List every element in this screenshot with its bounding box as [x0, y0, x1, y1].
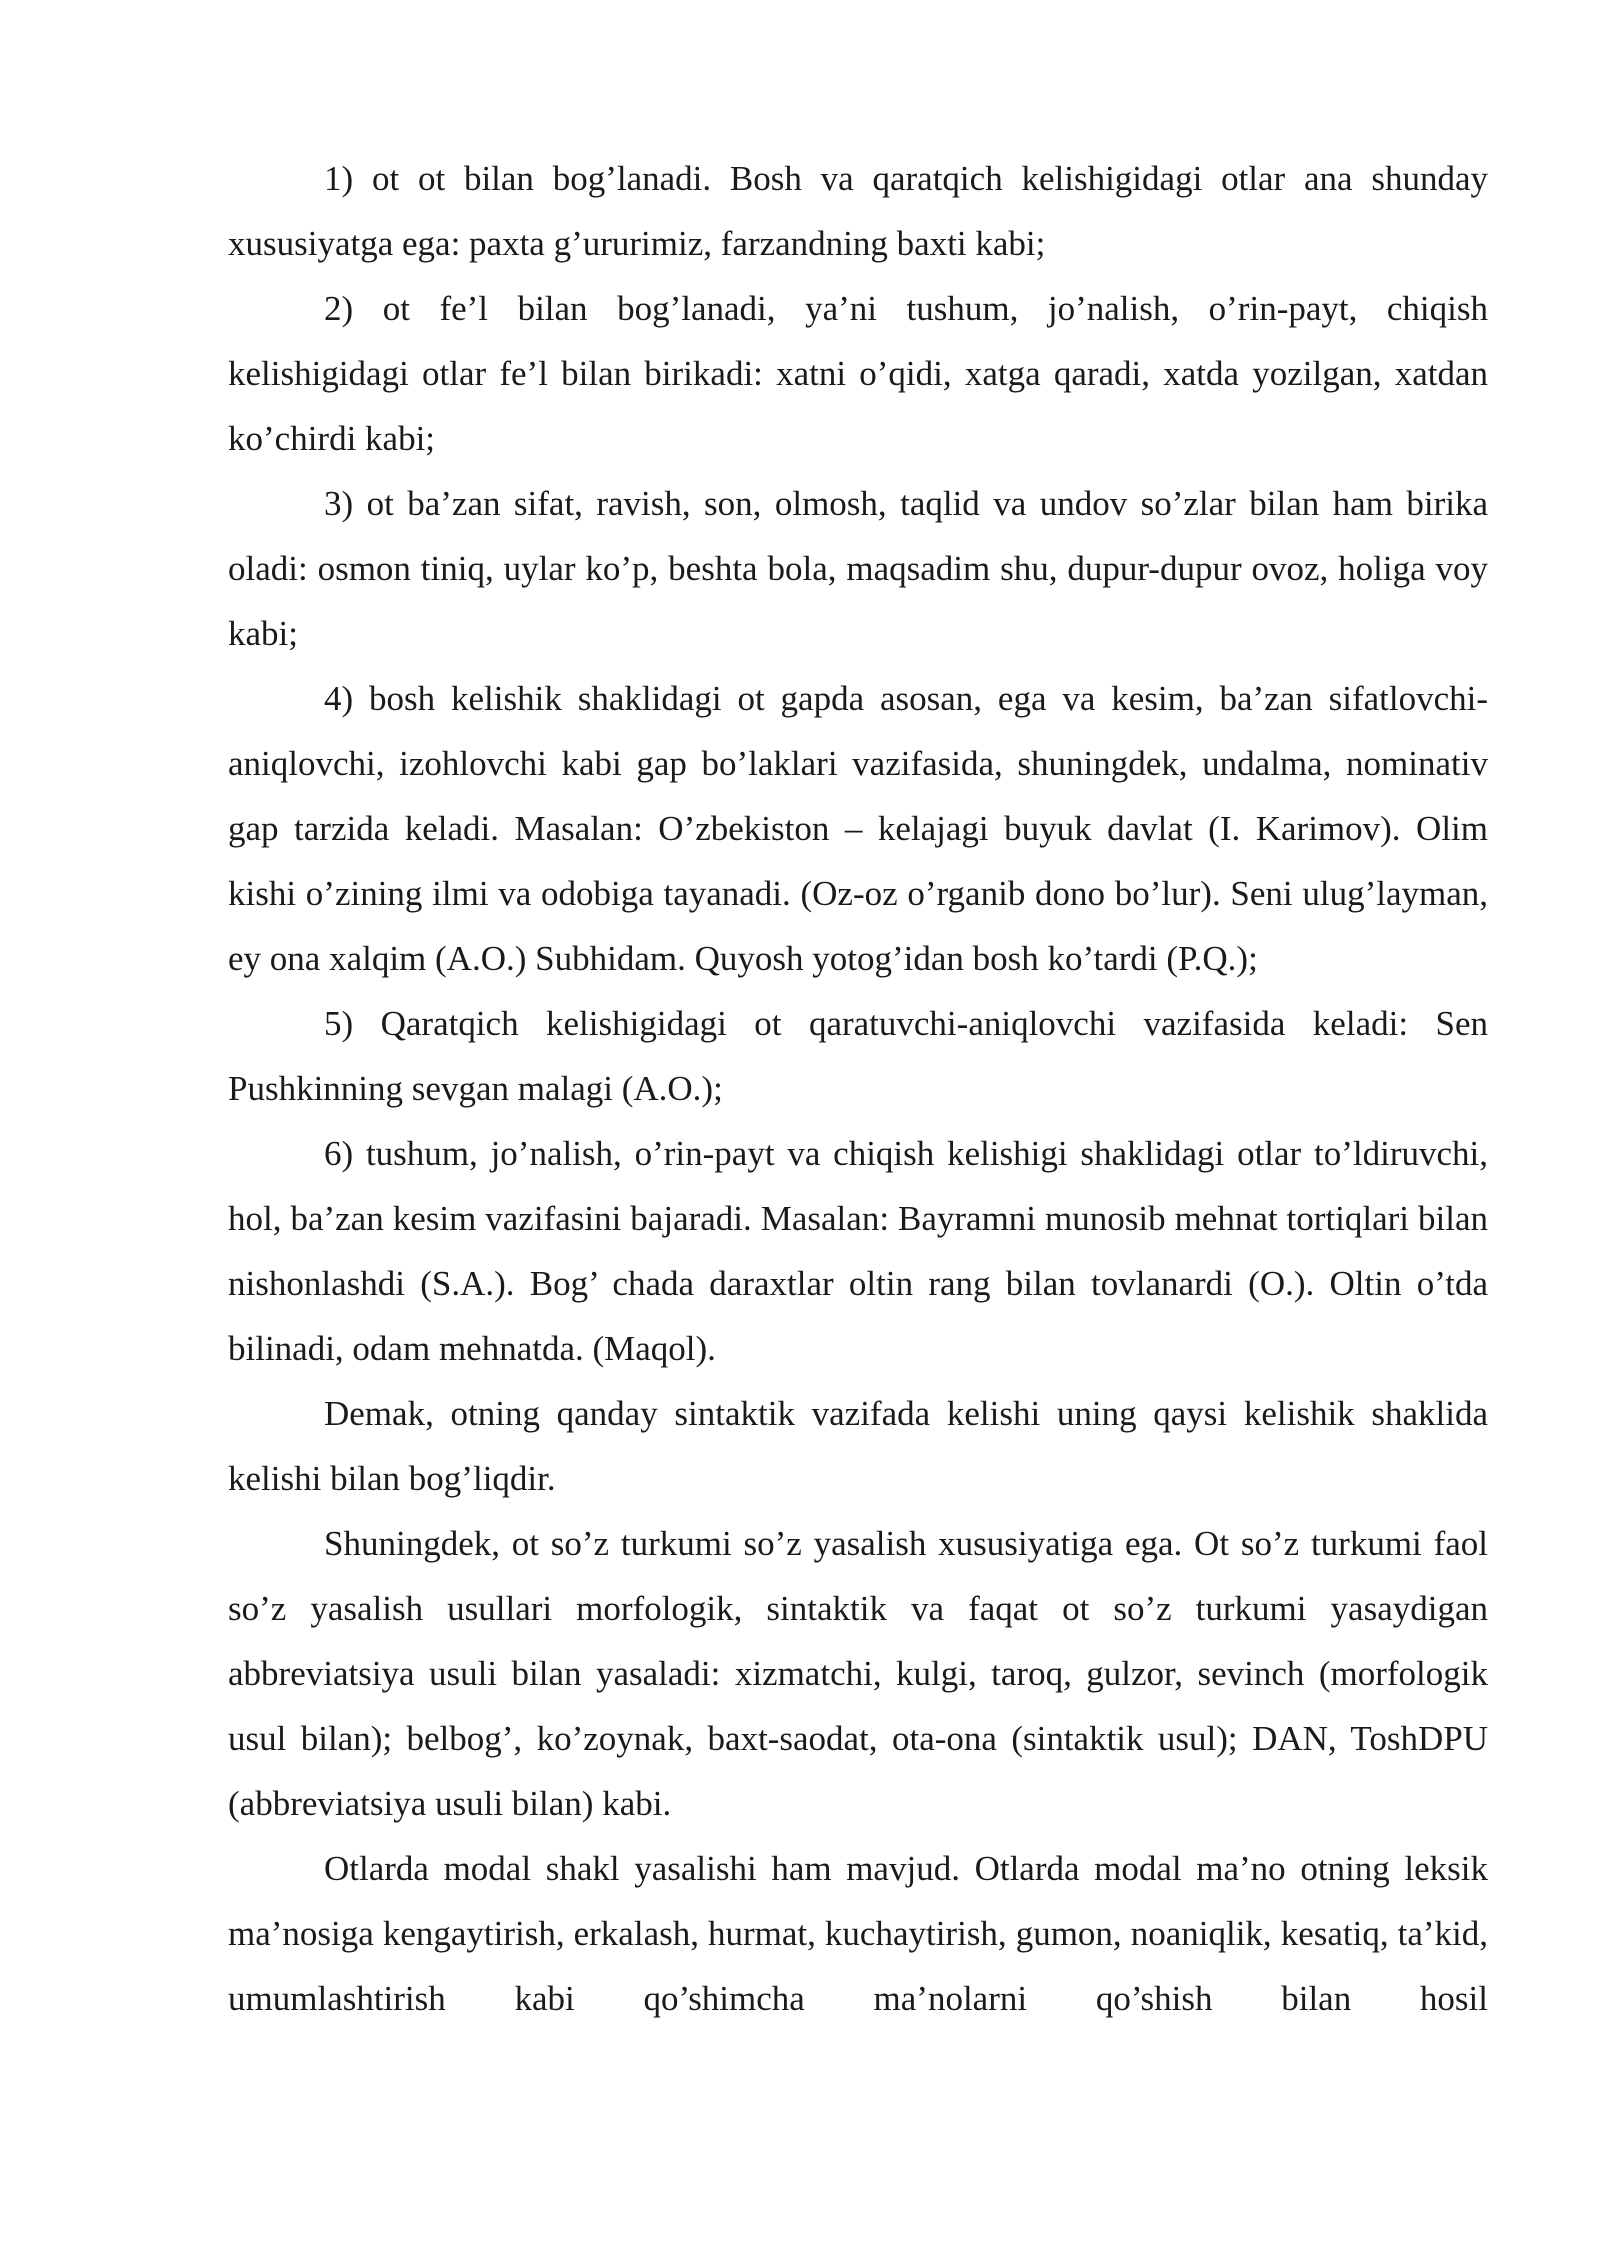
paragraph-6: 6) tushum, jo’nalish, o’rin-payt va chiqish kelishigi shaklidagi otlar to’ldiruvchi, hol, ba’zan kesim vazifasini bajaradi. Masalan: Bayramni munosib mehnat tortiqlari bilan nishonlashdi (S.A.). Bog’ chada daraxtlar oltin rang bilan tovlanardi (O.). Oltin o’tda bilinadi, odam mehnatda. (Maqol). [228, 1134, 1488, 1368]
paragraph-8: Shuningdek, ot so’z turkumi so’z yasalish xususiyatiga ega. Ot so’z turkumi faol so’z yasalish usullari morfologik, sintaktik va faqat ot so’z turkumi yasaydigan abbreviatsiya usuli bilan yasaladi: xizmatchi, kulgi, taroq, gulzor, sevinch (morfologik usul bilan); belbog’, ko’zoynak, baxt-saodat, ota-ona (sintaktik usul); DAN, ToshDPU (abbreviatsiya usuli bilan) kabi. [228, 1524, 1488, 1823]
document-page [228, 146, 1488, 2031]
paragraph-4: 4) bosh kelishik shaklidagi ot gapda asosan, ega va kesim, ba’zan sifatlovchi-aniqlovchi, izohlovchi kabi gap bo’laklari vazifasida, shuningdek, undalma, nominativ gap tarzida keladi. Masalan: O’zbekiston – kelajagi buyuk davlat (I. Karimov). Olim kishi o’zining ilmi va odobiga tayanadi. (Oz-oz o’rganib dono bo’lur). Seni ulug’layman, ey ona xalqim (A.O.) Subhidam. Quyosh yotog’idan bosh ko’tardi (P.Q.); [228, 679, 1488, 978]
paragraph-2: 2) ot fe’l bilan bog’lanadi, ya’ni tushum, jo’nalish, o’rin-payt, chiqish kelishigidagi otlar fe’l bilan birikadi: xatni o’qidi, xatga qaradi, xatda yozilgan, xatdan ko’chirdi kabi; [228, 289, 1488, 458]
paragraph-1: 1) ot ot bilan bog’lanadi. Bosh va qaratqich kelishigidagi otlar ana shunday xususiyatga ega: paxta g’ururimiz, farzandning baxti kabi; [228, 159, 1488, 263]
paragraph-5: 5) Qaratqich kelishigidagi ot qaratuvchi-aniqlovchi vazifasida keladi: Sen Pushkinning sevgan malagi (A.O.); [228, 1004, 1488, 1108]
paragraph-9: Otlarda modal shakl yasalishi ham mavjud. Otlarda modal ma’no otning leksik ma’nosiga kengaytirish, erkalash, hurmat, kuchaytirish, gumon, noaniqlik, kesatiq, ta’kid, umumlashtirish kabi qo’shimcha ma’nolarni qo’shish bilan hosil [228, 1849, 1488, 2018]
paragraph-3: 3) ot ba’zan sifat, ravish, son, olmosh, taqlid va undov so’zlar bilan ham birika oladi: osmon tiniq, uylar ko’p, beshta bola, maqsadim shu, dupur-dupur ovoz, holiga voy kabi; [228, 484, 1488, 653]
paragraph-7: Demak, otning qanday sintaktik vazifada kelishi uning qaysi kelishik shaklida kelishi bilan bog’liqdir. [228, 1394, 1488, 1498]
